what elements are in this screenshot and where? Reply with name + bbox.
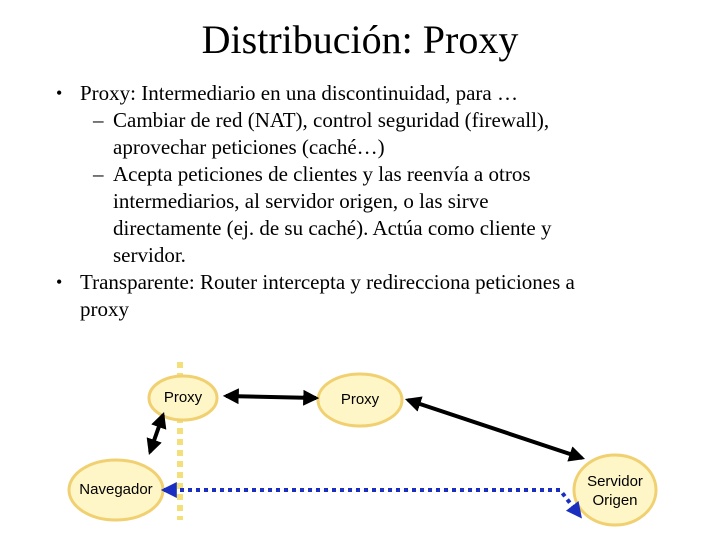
slide-title: Distribución: Proxy (201, 17, 519, 62)
sub-bullet-line: aprovechar peticiones (caché…) (113, 135, 385, 159)
sub-bullet-marker: – (93, 162, 104, 186)
sub-bullet-line: intermediarios, al servidor origen, o las sirve (113, 189, 489, 213)
sub-bullet-marker: – (93, 108, 104, 132)
proxy-server-arrow (408, 400, 582, 458)
sub-bullet-line: Cambiar de red (NAT), control seguridad (firewall), (113, 108, 550, 132)
bullet-line: Transparente: Router intercepta y redirecciona peticiones a (80, 270, 575, 294)
sub-bullet-line: Acepta peticiones de clientes y las reenvía a otros (113, 162, 531, 186)
proxy-label: Proxy (163, 389, 203, 406)
browser-label: Navegador (79, 481, 153, 498)
proxy-proxy-arrow (226, 396, 316, 398)
sub-bullet-line: servidor. (113, 243, 186, 267)
proxy-label: Proxy (340, 391, 380, 408)
origin-server-label-line: Origen (592, 492, 638, 509)
bullet-marker: • (56, 272, 63, 292)
origin-server-label (574, 472, 656, 510)
sub-bullet-line: directamente (ej. de su caché). Actúa como cliente y (113, 216, 552, 240)
bullet-marker: • (56, 83, 63, 103)
browser-proxy-arrow (150, 415, 163, 452)
bullet-text: Proxy: Intermediario en una discontinuidad, para … (80, 81, 518, 105)
origin-server-label-line: Servidor (587, 473, 643, 490)
transparent-path-arrow (164, 490, 580, 516)
bullet-line: proxy (80, 297, 129, 321)
